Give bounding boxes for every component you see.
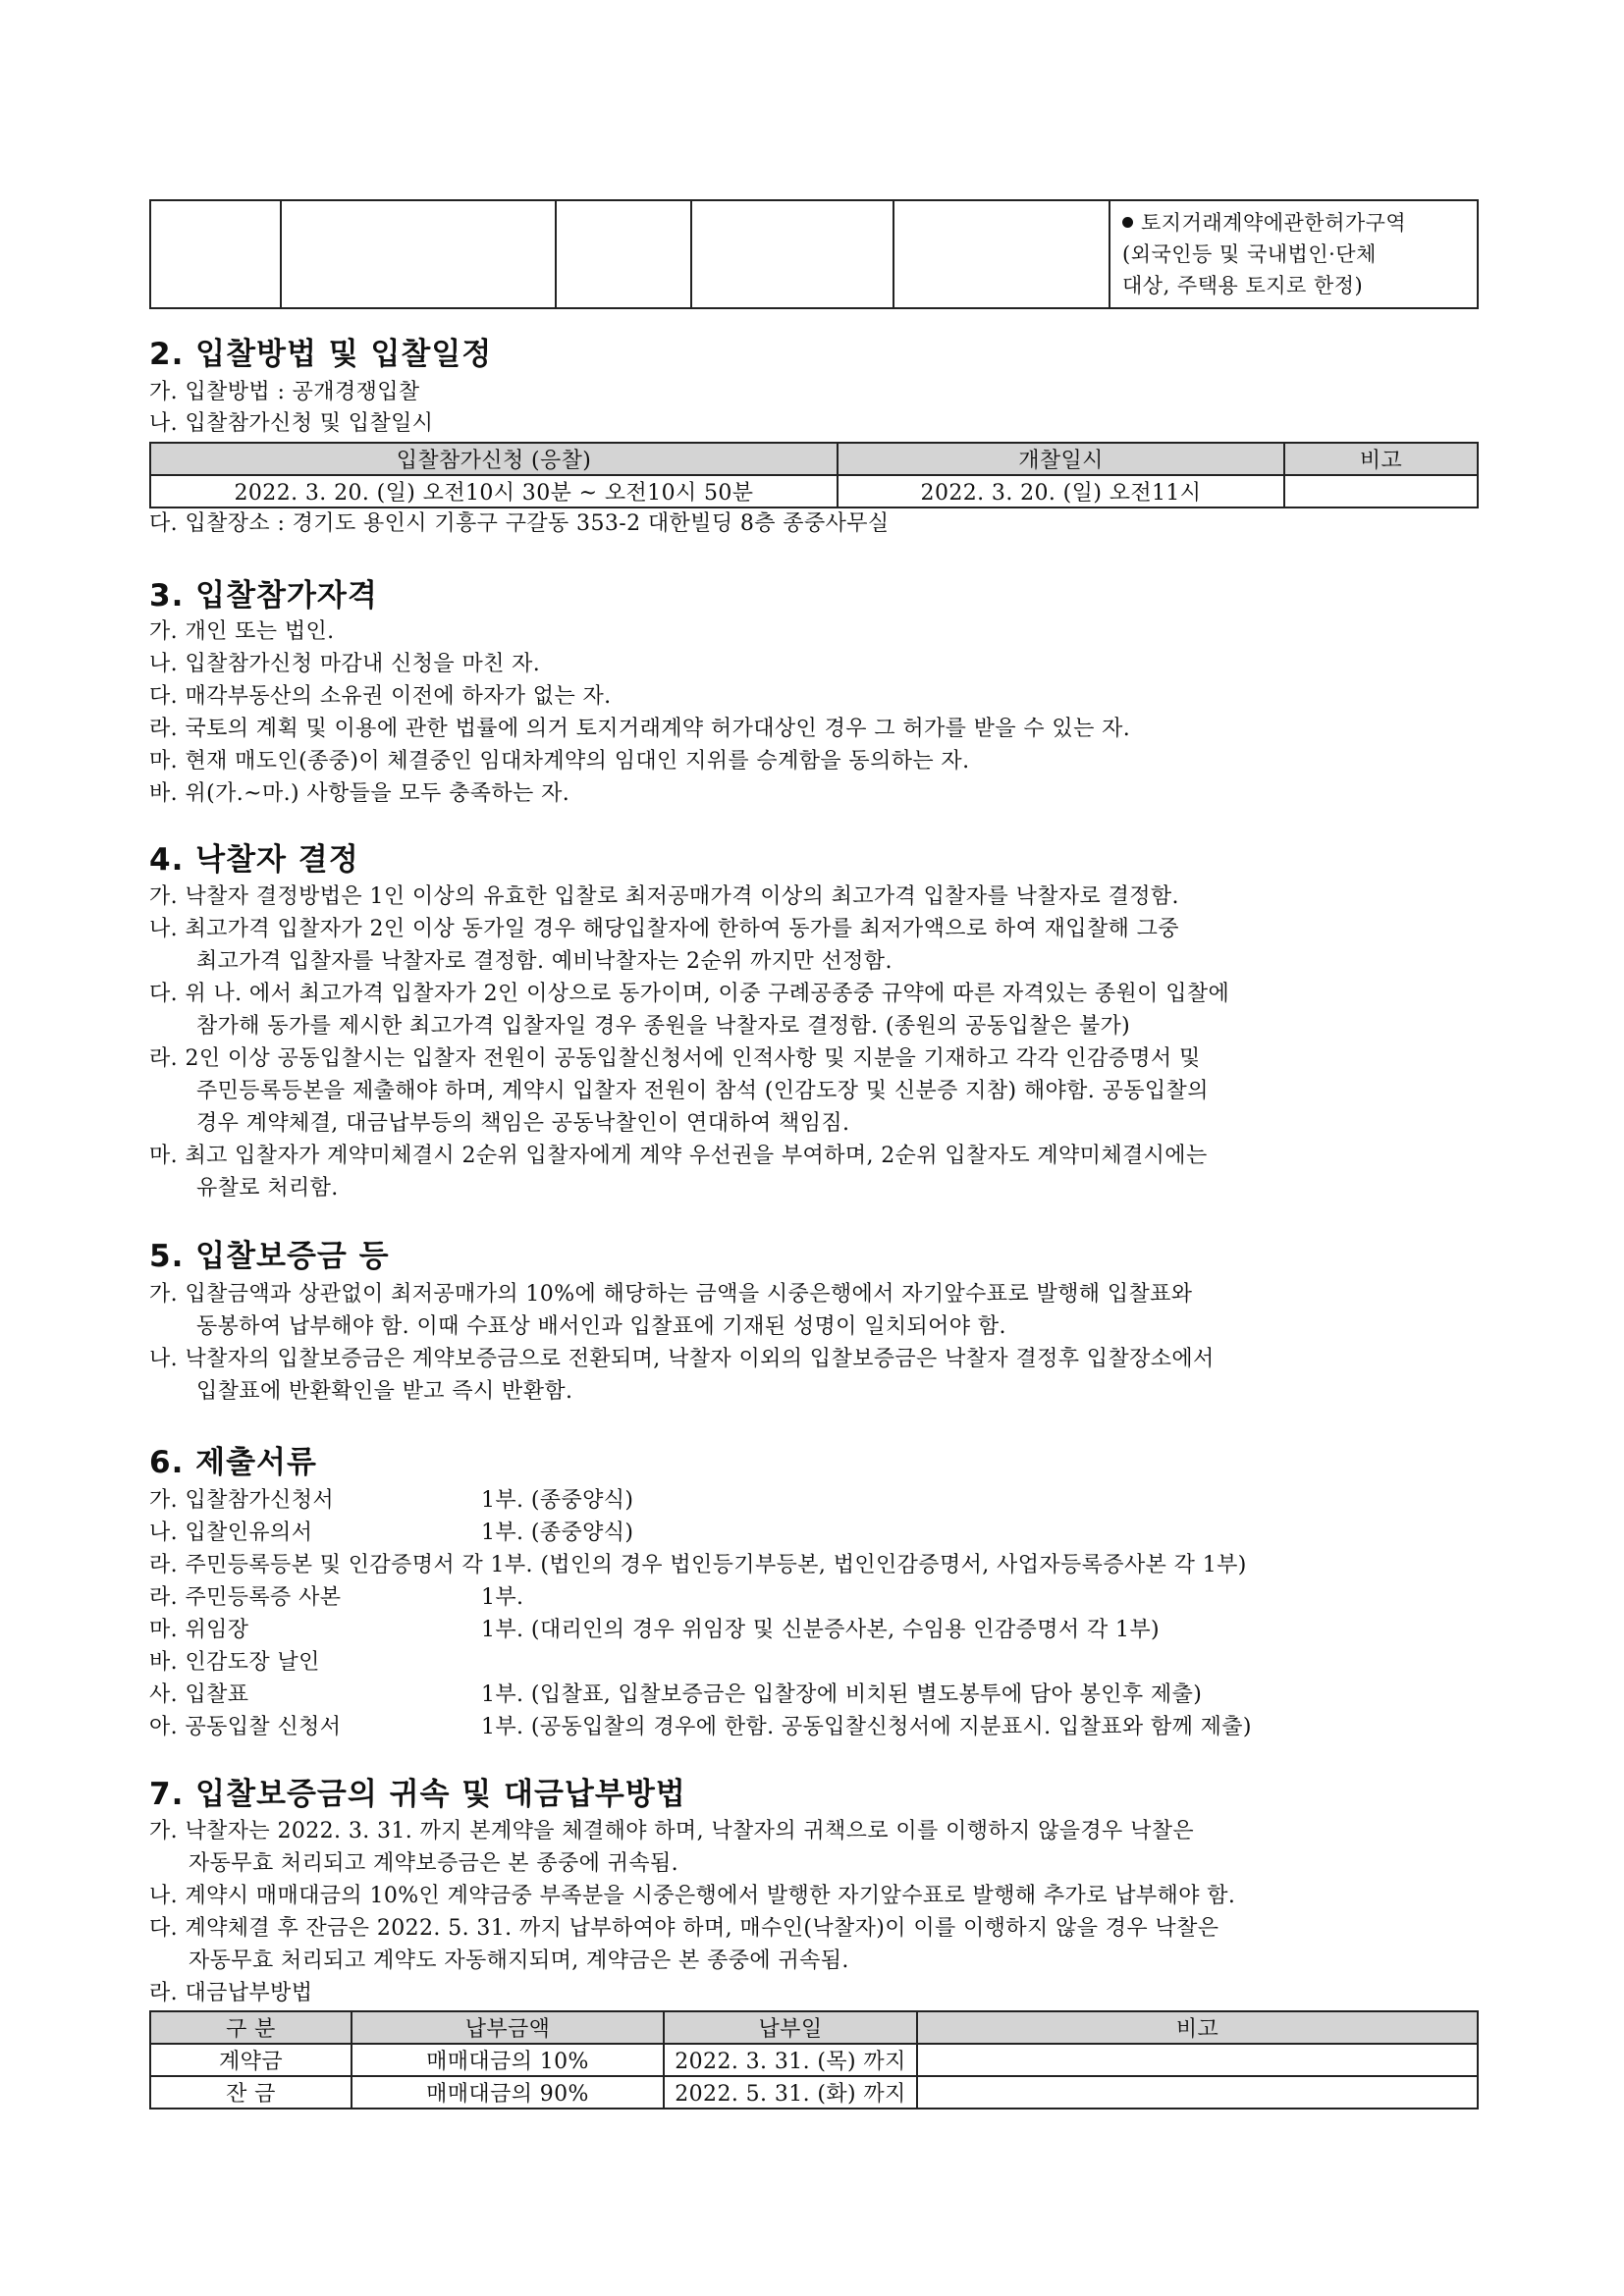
list-item-continuation: 자동무효 처리되고 계약보증금은 본 종중에 귀속됨. <box>189 1851 679 1876</box>
section-heading: 3. 입찰참가자격 <box>149 578 378 614</box>
section-heading: 7. 입찰보증금의 귀속 및 대금납부방법 <box>149 1777 686 1812</box>
document-item-name: 라. 주민등록증 사본 <box>149 1585 342 1610</box>
table-cell: 2022. 3. 20. (일) 오전11시 <box>838 475 1284 507</box>
table-header: 납부금액 <box>352 2011 664 2044</box>
table-cell: 2022. 5. 31. (화) 까지 <box>664 2076 917 2109</box>
document-item-name: 라. 주민등록등본 및 인감증명서 각 1부. (법인의 경우 법인등기부등본, 법인인감증명서, 사업자등록증사본 각 1부) <box>149 1553 1247 1577</box>
table-cell <box>691 200 893 308</box>
document-item-desc: 1부. (입찰표, 입찰보증금은 입찰장에 비치된 별도봉투에 담아 봉인후 제출) <box>481 1682 1203 1707</box>
table-header: 개찰일시 <box>838 443 1284 475</box>
list-item: 마. 현재 매도인(종중)이 체결중인 임대차계약의 임대인 지위를 승계함을 동의하는 자. <box>149 749 970 774</box>
table-header: 입찰참가신청 (응찰) <box>150 443 838 475</box>
document-item-name: 가. 입찰참가신청서 <box>149 1488 335 1513</box>
table-header: 납부일 <box>664 2011 917 2044</box>
section-heading: 2. 입찰방법 및 입찰일정 <box>149 337 493 372</box>
table-cell: 2022. 3. 20. (일) 오전10시 30분 ~ 오전10시 50분 <box>150 475 838 507</box>
document-item-desc: 1부. (대리인의 경우 위임장 및 신분증사본, 수임용 인감증명서 각 1부) <box>481 1618 1161 1642</box>
property-table-continuation <box>149 199 1479 309</box>
table-row <box>150 475 1478 507</box>
list-item: 다. 계약체결 후 잔금은 2022. 5. 31. 까지 납부하여야 하며, 매수인(낙찰자)이 이를 이행하지 않을 경우 낙찰은 <box>149 1916 1219 1941</box>
permit-note-line: (외국인등 및 국내법인·단체 <box>1122 242 1377 266</box>
list-item: 라. 국토의 계획 및 이용에 관한 법률에 의거 토지거래계약 허가대상인 경우 그 허가를 받을 수 있는 자. <box>149 717 1131 741</box>
list-item: 나. 계약시 매매대금의 10%인 계약금중 부족분을 시중은행에서 발행한 자기앞수표로 발행해 추가로 납부해야 함. <box>149 1884 1236 1908</box>
list-item: 나. 최고가격 입찰자가 2인 이상 동가일 경우 해당입찰자에 한하여 동가를 최저가액으로 하여 재입찰해 그중 <box>149 917 1179 941</box>
list-item: 다. 매각부동산의 소유권 이전에 하자가 없는 자. <box>149 684 612 709</box>
table-header: 구 분 <box>150 2011 352 2044</box>
permit-note-cell <box>1110 200 1478 308</box>
table-cell <box>556 200 691 308</box>
bullet-icon <box>1122 217 1133 228</box>
list-item-continuation: 유찰로 처리함. <box>196 1176 339 1201</box>
list-item: 나. 낙찰자의 입찰보증금은 계약보증금으로 전환되며, 낙찰자 이외의 입찰보증금은 낙찰자 결정후 입찰장소에서 <box>149 1347 1215 1371</box>
table-cell: 잔 금 <box>150 2076 352 2109</box>
list-item-continuation: 주민등록등본을 제출해야 하며, 계약시 입찰자 전원이 참석 (인감도장 및 신분증 지참) 해야함. 공동입찰의 <box>196 1079 1209 1103</box>
table-cell: 매매대금의 10% <box>352 2044 664 2076</box>
table-cell <box>917 2076 1478 2109</box>
table-cell <box>917 2044 1478 2076</box>
document-item-name: 마. 위임장 <box>149 1618 249 1642</box>
list-item-continuation: 참가해 동가를 제시한 최고가격 입찰자일 경우 종원을 낙찰자로 결정함. (종원의 공동입찰은 불가) <box>196 1014 1131 1039</box>
table-cell: 2022. 3. 31. (목) 까지 <box>664 2044 917 2076</box>
list-item: 라. 2인 이상 공동입찰시는 입찰자 전원이 공동입찰신청서에 인적사항 및 지분을 기재하고 각각 인감증명서 및 <box>149 1046 1201 1071</box>
document-item-desc: 1부. (공동입찰의 경우에 한함. 공동입찰신청서에 지분표시. 입찰표와 함께 제출) <box>481 1715 1252 1739</box>
table-row <box>150 2076 1478 2109</box>
section-heading: 5. 입찰보증금 등 <box>149 1239 390 1274</box>
permit-note-line: 대상, 주택용 토지로 한정) <box>1122 274 1364 297</box>
table-cell <box>893 200 1110 308</box>
list-item: 나. 입찰참가신청 마감내 신청을 마친 자. <box>149 652 541 676</box>
list-item-continuation: 경우 계약체결, 대금납부등의 책임은 공동낙찰인이 연대하여 책임짐. <box>196 1111 850 1136</box>
list-item: 가. 입찰금액과 상관없이 최저공매가의 10%에 해당하는 금액을 시중은행에서 자기앞수표로 발행해 입찰표와 <box>149 1282 1193 1307</box>
list-item: 가. 입찰방법 : 공개경쟁입찰 <box>149 380 420 404</box>
list-item: 마. 최고 입찰자가 계약미체결시 2순위 입찰자에게 계약 우선권을 부여하며, 2순위 입찰자도 계약미체결시에는 <box>149 1144 1208 1168</box>
table-cell <box>150 200 281 308</box>
list-item: 라. 대금납부방법 <box>149 1981 313 2005</box>
document-item-desc: 1부. (종중양식) <box>481 1488 634 1513</box>
table-cell <box>281 200 556 308</box>
document-item-desc: 1부. <box>481 1585 524 1610</box>
bid-schedule-table <box>149 442 1479 508</box>
section-heading: 4. 낙찰자 결정 <box>149 842 359 878</box>
document-item-name: 바. 인감도장 날인 <box>149 1650 320 1675</box>
list-item-continuation: 자동무효 처리되고 계약도 자동해지되며, 계약금은 본 종중에 귀속됨. <box>189 1949 849 1973</box>
document-item-name: 사. 입찰표 <box>149 1682 249 1707</box>
list-item-continuation: 최고가격 입찰자를 낙찰자로 결정함. 예비낙찰자는 2순위 까지만 선정함. <box>196 949 893 974</box>
list-item-continuation: 동봉하여 납부해야 함. 이때 수표상 배서인과 입찰표에 기재된 성명이 일치되어야 함. <box>196 1314 1006 1339</box>
table-row <box>150 2044 1478 2076</box>
table-cell <box>1284 475 1478 507</box>
list-item: 바. 위(가.~마.) 사항들을 모두 충족하는 자. <box>149 781 570 806</box>
list-item: 가. 개인 또는 법인. <box>149 619 335 644</box>
payment-table <box>149 2010 1479 2109</box>
document-item-name: 아. 공동입찰 신청서 <box>149 1715 342 1739</box>
permit-note-line: 토지거래계약에관한허가구역 <box>1141 211 1407 235</box>
list-item-continuation: 입찰표에 반환확인을 받고 즉시 반환함. <box>196 1379 573 1404</box>
table-header: 비고 <box>917 2011 1478 2044</box>
list-item: 다. 위 나. 에서 최고가격 입찰자가 2인 이상으로 동가이며, 이중 구례공종중 규약에 따른 자격있는 종원이 입찰에 <box>149 982 1230 1006</box>
section-heading: 6. 제출서류 <box>149 1445 317 1480</box>
list-item: 나. 입찰참가신청 및 입찰일시 <box>149 411 434 436</box>
table-cell: 매매대금의 90% <box>352 2076 664 2109</box>
document-item-name: 나. 입찰인유의서 <box>149 1521 313 1545</box>
table-cell: 계약금 <box>150 2044 352 2076</box>
table-header: 비고 <box>1284 443 1478 475</box>
list-item: 가. 낙찰자 결정방법은 1인 이상의 유효한 입찰로 최저공매가격 이상의 최고가격 입찰자를 낙찰자로 결정함. <box>149 884 1179 909</box>
bid-place: 다. 입찰장소 : 경기도 용인시 기흥구 구갈동 353-2 대한빌딩 8층 종중사무실 <box>149 511 890 536</box>
list-item: 가. 낙찰자는 2022. 3. 31. 까지 본계약을 체결해야 하며, 낙찰자의 귀책으로 이를 이행하지 않을경우 낙찰은 <box>149 1819 1195 1843</box>
document-item-desc: 1부. (종중양식) <box>481 1521 634 1545</box>
